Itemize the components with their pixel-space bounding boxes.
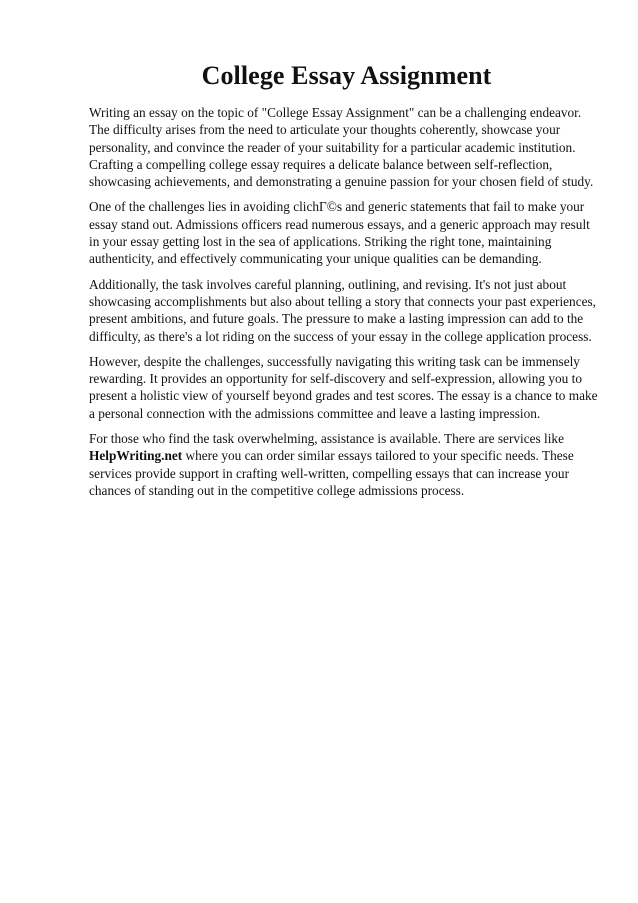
paragraph-assistance <box>89 430 598 499</box>
paragraph-rewarding: However, despite the challenges, successfully navigating this writing task can be immensely rewarding. It provides an opportunity for self-discovery and self-expression, allowing you to present a holistic view of yourself beyond grades and test scores. The essay is a chance to make a personal connection with the admissions committee and leave a lasting impression. <box>89 353 598 421</box>
service-link[interactable]: HelpWriting.net <box>89 448 183 464</box>
paragraph-challenges: One of the challenges lies in avoiding clichГ©s and generic statements that fail to make your essay stand out. Admissions officers read numerous essays, and a generic approach may result in your essay getting lost in the sea of applications. Striking the right tone, maintaining authenticity, and effectively communicating your unique qualities can be demanding. <box>89 199 590 267</box>
paragraph-assistance-lead: For those who find the task overwhelming, assistance is available. There are services like <box>89 431 564 447</box>
document-title: College Essay Assignment <box>201 61 492 90</box>
paragraph-intro: Writing an essay on the topic of "College Essay Assignment" can be a challenging endeavor. The difficulty arises from the need to articulate your thoughts coherently, showcase your personality, and convince the reader of your suitability for a particular academic institution. Crafting a compelling college essay requires a delicate balance between self-reflection, showcasing achievements, and demonstrating a genuine passion for your chosen field of study. <box>89 105 594 190</box>
paragraph-assistance-tail: where you can order similar essays tailored to your specific needs. These services provide support in crafting well-written, compelling essays that can increase your chances of standing out in the competitive college admissions process. <box>89 448 574 498</box>
paragraph-planning: Additionally, the task involves careful planning, outlining, and revising. It's not just about showcasing accomplishments but also about telling a story that connects your past experiences, present ambitions, and future goals. The pressure to make a lasting impression can add to the difficulty, as there's a lot riding on the success of your essay in the college application process. <box>89 276 597 344</box>
